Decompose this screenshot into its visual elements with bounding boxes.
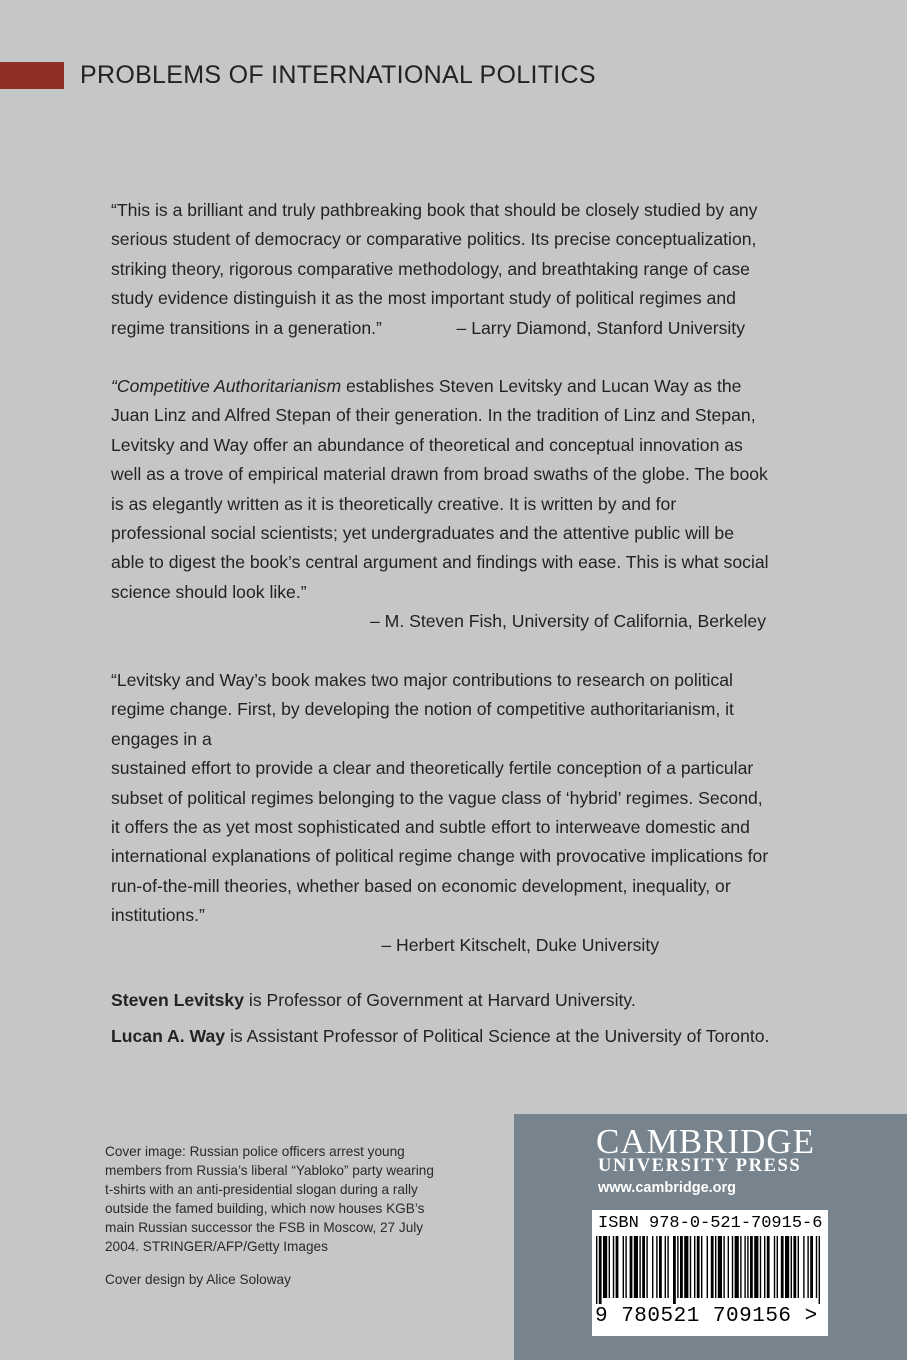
blurb-kitschelt-text-1: “Levitsky and Way’s book makes two major contributions to research on political regime change. First, by developing the notion of competitive authoritarianism, it engages in a (111, 670, 734, 749)
blurb-kitschelt (111, 666, 771, 960)
ean-number: 9 780521 709156 > (595, 1305, 818, 1328)
publisher-url: www.cambridge.org (598, 1180, 737, 1196)
blurb-diamond-attribution: – Larry Diamond, Stanford University (456, 317, 745, 338)
author-bio-text: is Assistant Professor of Political Science at the University of Toronto. (225, 1026, 770, 1046)
publisher-name: CAMBRIDGE (596, 1122, 816, 1161)
author-bio (111, 990, 636, 1011)
series-title: PROBLEMS OF INTERNATIONAL POLITICS (80, 61, 596, 89)
barcode-image (596, 1236, 824, 1304)
publisher-press: UNIVERSITY PRESS (598, 1156, 802, 1176)
publisher-panel (514, 1114, 907, 1360)
author-bio (111, 1026, 769, 1047)
author-bio-text: is Professor of Government at Harvard University. (244, 990, 636, 1010)
author-name: Lucan A. Way (111, 1026, 226, 1046)
author-name: Steven Levitsky (111, 990, 245, 1010)
blurb-kitschelt-attribution: – Herbert Kitschelt, Duke University (381, 934, 659, 955)
isbn-number: ISBN 978-0-521-70915-6 (598, 1214, 823, 1233)
blurb-diamond-text: “This is a brilliant and truly pathbreaking book that should be closely studied by any serious student of democracy or comparative politics. Its precise conceptualization, striking theory, rigorous comparative methodology, and breathtaking range of case study evidence distinguish it as the most important study of political regimes and regime transitions in a generation.” (111, 200, 758, 338)
blurb-kitschelt-text-2: sustained effort to provide a clear and theoretically fertile conception of a particular subset of political regimes belonging to the vague class of ‘hybrid’ regimes. Second, it offers the as yet most sophisticated and subtle effort to interweave domestic and international explanations of political regime change with provocative implications for run-of-the-mill theories, whether based on economic development, inequality, or institutions.” (111, 758, 769, 926)
cover-design-credit: Cover design by Alice Soloway (105, 1272, 291, 1287)
book-title: “Competitive Authoritarianism (111, 376, 342, 396)
blurb-diamond (111, 196, 771, 343)
barcode-label (592, 1210, 828, 1336)
cover-image-credit: Cover image: Russian police officers arrest young members from Russia’s liberal “Yabloko” party wearing t-shirts with an anti-presidential slogan during a rally outside the famed building, which now houses KGB’s main Russian successor the FSB in Moscow, 27 July 2004. STRINGER/AFP/Getty Images (105, 1144, 434, 1254)
blurb-fish-text: establishes Steven Levitsky and Lucan Way as the Juan Linz and Alfred Stepan of their generation. In the tradition of Linz and Stepan, Levitsky and Way offer an abundance of theoretical and conceptual innovation as well as a trove of empirical material drawn from broad swaths of the globe. The book is as elegantly written as it is theoretically creative. It is written by and for professional social scientists; yet undergraduates and the attentive public will be able to digest the book’s central argument and findings with ease. This is what social science should look like.” (111, 376, 769, 602)
blurb-fish (111, 372, 771, 637)
blurb-fish-attribution: – M. Steven Fish, University of California, Berkeley (369, 611, 766, 632)
series-accent-bar (0, 62, 64, 89)
